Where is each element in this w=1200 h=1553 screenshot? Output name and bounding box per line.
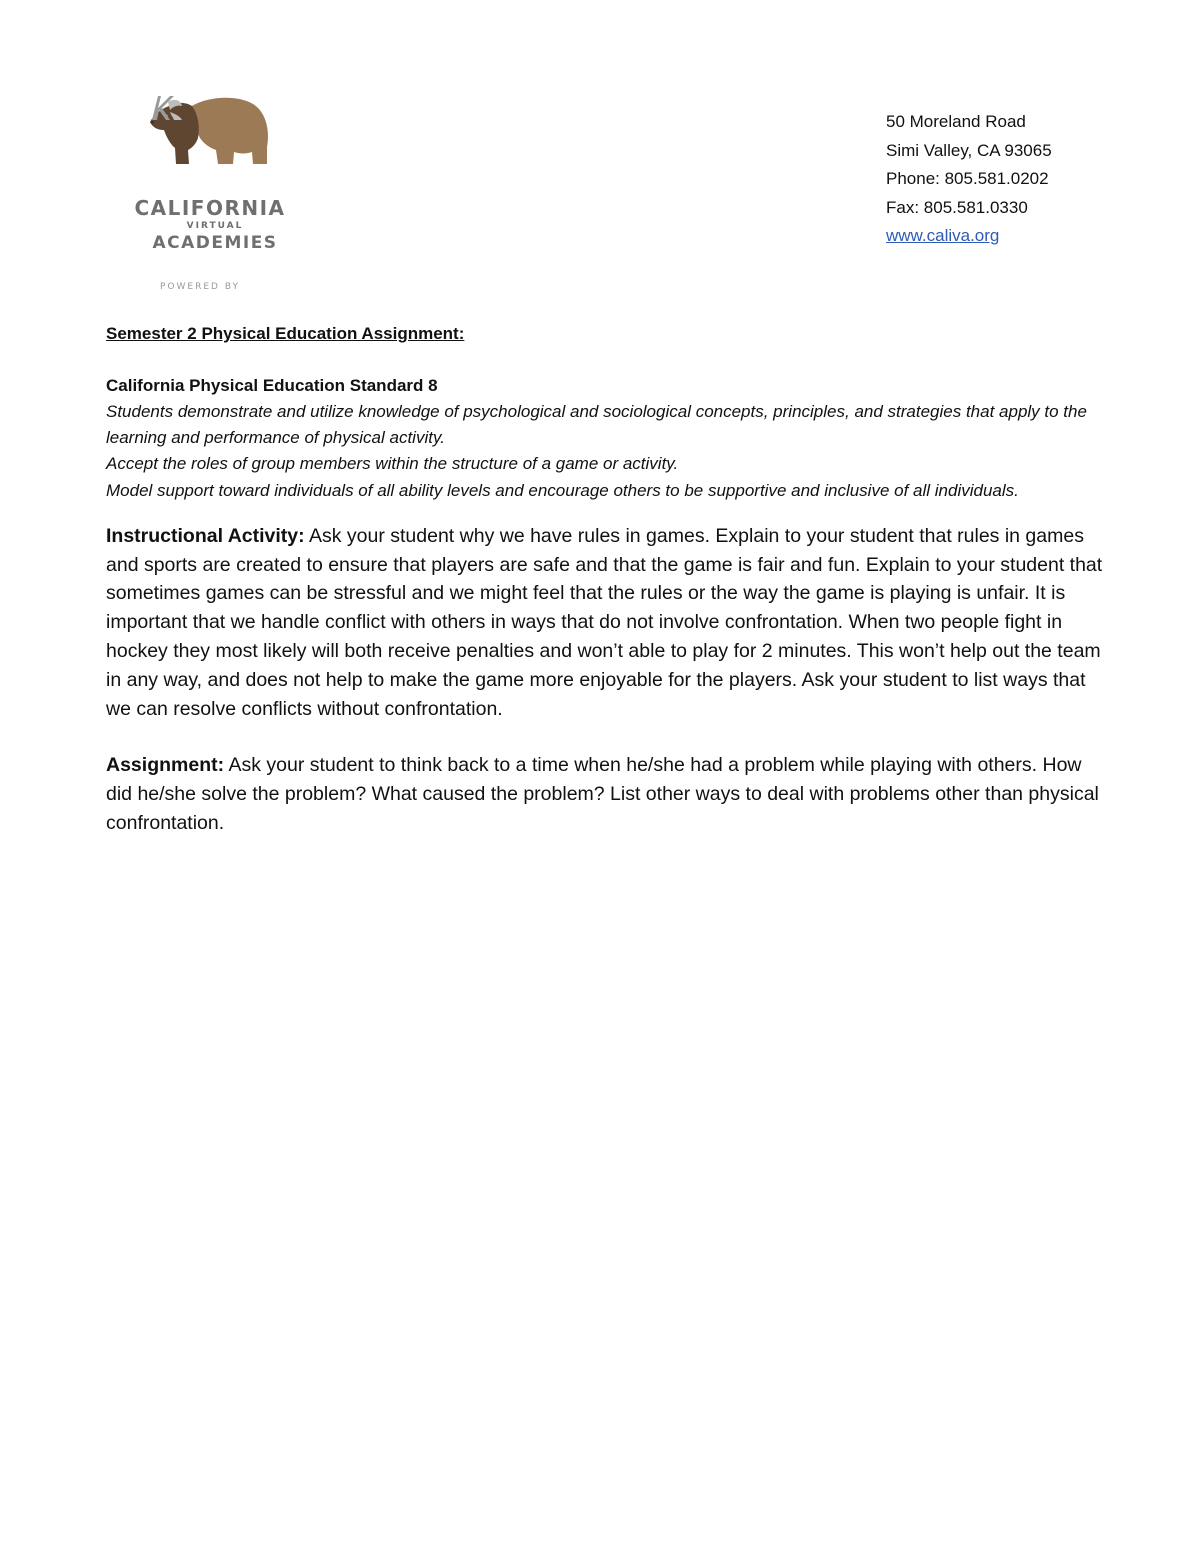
standard-title: California Physical Education Standard 8	[106, 376, 438, 395]
logo-text-california: CALIFORNIA	[134, 196, 286, 220]
instructional-activity-label: Instructional Activity:	[106, 524, 305, 547]
california-virtual-academies-logo	[130, 92, 300, 307]
address-phone: Phone: 805.581.0202	[886, 169, 1049, 188]
logo-powered-by: POWERED BY	[160, 282, 241, 292]
standard-line: Students demonstrate and utilize knowledge of psychological and sociological concepts, principles, and strategies that apply to the learning and performance of physical activity.	[106, 402, 1087, 448]
assignment-paragraph	[106, 751, 1106, 837]
address-block	[886, 108, 1052, 251]
standard-line: Accept the roles of group members within the structure of a game or activity.	[106, 454, 679, 474]
address-city: Simi Valley, CA 93065	[886, 140, 1052, 160]
instructional-activity-paragraph	[106, 522, 1106, 724]
logo-text-virtual: VIRTUAL	[186, 221, 244, 231]
address-fax: Fax: 805.581.0330	[886, 197, 1028, 217]
k12-logo-icon	[148, 92, 184, 122]
assignment-label: Assignment:	[106, 754, 225, 777]
document-body	[106, 321, 1106, 838]
document-heading: Semester 2 Physical Education Assignment:	[106, 324, 465, 343]
instructional-activity-text: Ask your student why we have rules in games. Explain to your student that rules in games and sports are created to ensure that players are safe and that the game is fair and fun. Explain to your student that sometimes games can be stressful and we might feel that the rules or the way the game is playing is unfair. It is important that we handle conflict with others in ways that do not involve confrontation. When two people fight in hockey they most likely will both receive penalties and won’t able to play for 2 minutes. This won’t help out the team in any way, and does not help to make the game more enjoyable for the players. Ask your student to list ways that we can resolve conflicts without confrontation.	[106, 524, 1103, 720]
address-street: 50 Moreland Road	[886, 112, 1026, 131]
website-link[interactable]: www.caliva.org	[886, 226, 1000, 245]
assignment-text: Ask your student to think back to a time when he/she had a problem while playing with others. How did he/she solve the problem? What caused the problem? List other ways to deal with problems other than physical confrontation.	[106, 754, 1099, 834]
logo-text-academies: ACADEMIES	[152, 233, 278, 253]
standard-line: Model support toward individuals of all ability levels and encourage others to be supportive and inclusive of all individuals.	[106, 480, 1019, 500]
